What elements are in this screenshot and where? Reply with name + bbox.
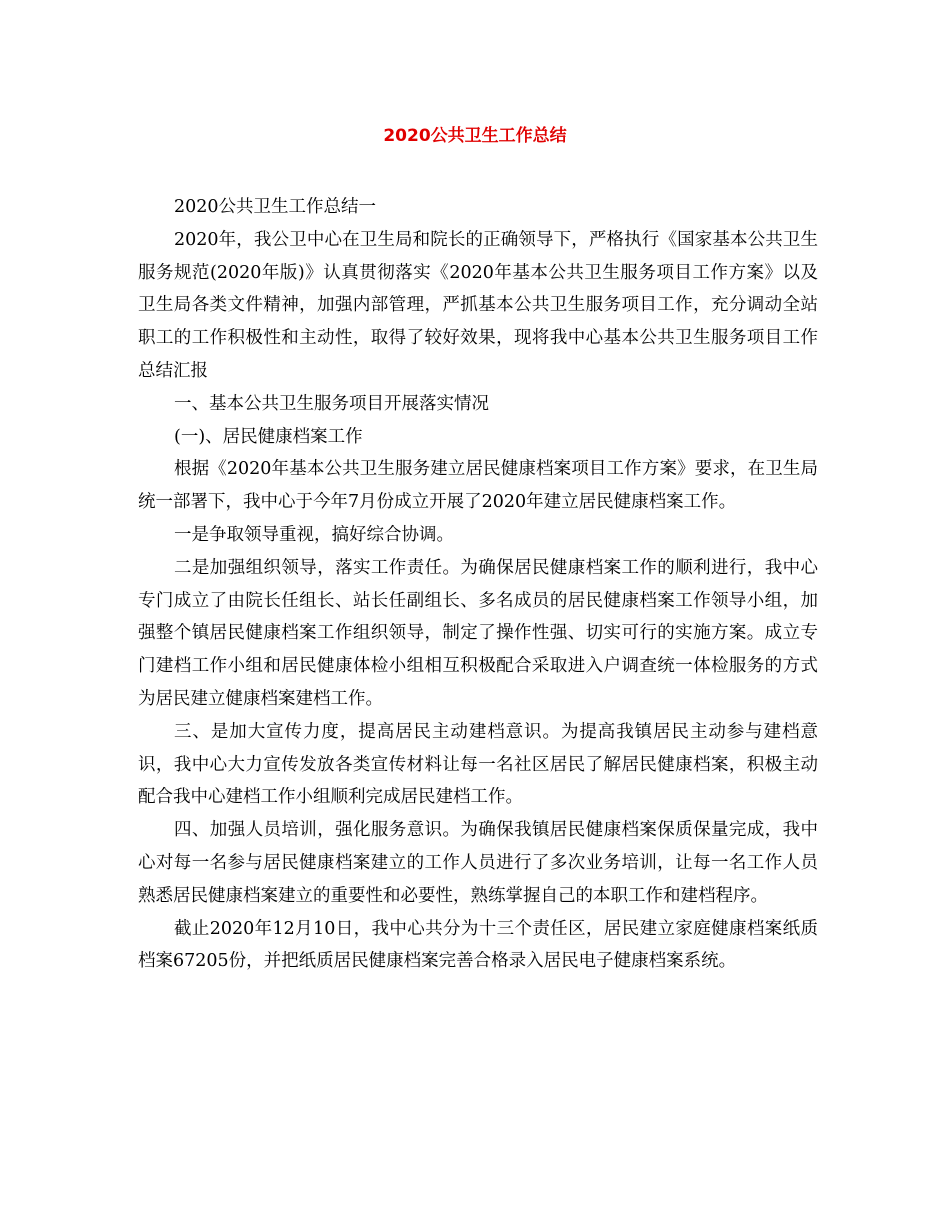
paragraph-plan-basis: 根据《2020年基本公共卫生服务建立居民健康档案项目工作方案》要求，在卫生局统一部署下，我中心于今年7月份成立开展了2020年建立居民健康档案工作。 [138,459,818,513]
paragraph-part-one-heading: 一、基本公共卫生服务项目开展落实情况 [174,393,489,414]
document-body [138,191,818,978]
paragraph-point-three: 三、是加大宣传力度，提高居民主动建档意识。为提高我镇居民主动参与建档意识，我中心大力宣传发放各类宣传材料让每一名社区居民了解居民健康档案，积极主动配合我中心建档工作小组顺利完成居民建档工作。 [138,721,818,808]
paragraph-point-four: 四、加强人员培训，强化服务意识。为确保我镇居民健康档案保质保量完成，我中心对每一名参与居民健康档案建立的工作人员进行了多次业务培训，让每一名工作人员熟悉居民健康档案建立的重要性和必要性，熟练掌握自己的本职工作和建档程序。 [138,820,818,906]
paragraph-point-one: 一是争取领导重视，搞好综合协调。 [174,524,454,545]
document-title: 2020公共卫生工作总结 [383,126,567,146]
paragraph-point-two: 二是加强组织领导，落实工作责任。为确保居民健康档案工作的顺利进行，我中心专门成立了由院长任组长、站长任副组长、多名成员的居民健康档案工作领导小组，加强整个镇居民健康档案工作组织领导，制定了操作性强、切实可行的实施方案。成立专门建档工作小组和居民健康体检小组相互积极配合采取进入户调查统一体检服务的方式为居民建立健康档案建档工作。 [138,557,818,709]
paragraph-subsection-heading: (一)、居民健康档案工作 [174,426,363,447]
paragraph-section-heading: 2020公共卫生工作总结一 [174,197,377,217]
paragraph-intro: 2020年，我公卫中心在卫生局和院长的正确领导下，严格执行《国家基本公共卫生服务规范(2020年版)》认真贯彻落实《2020年基本公共卫生服务项目工作方案》以及卫生局各类文件精神，加强内部管理，严抓基本公共卫生服务项目工作，充分调动全站职工的工作积极性和主动性，取得了较好效果，现将我中心基本公共卫生服务项目工作总结汇报 [138,229,818,381]
paragraph-progress-summary: 截止2020年12月10日，我中心共分为十三个责任区，居民建立家庭健康档案纸质档案67205份，并把纸质居民健康档案完善合格录入居民电子健康档案系统。 [138,918,818,972]
